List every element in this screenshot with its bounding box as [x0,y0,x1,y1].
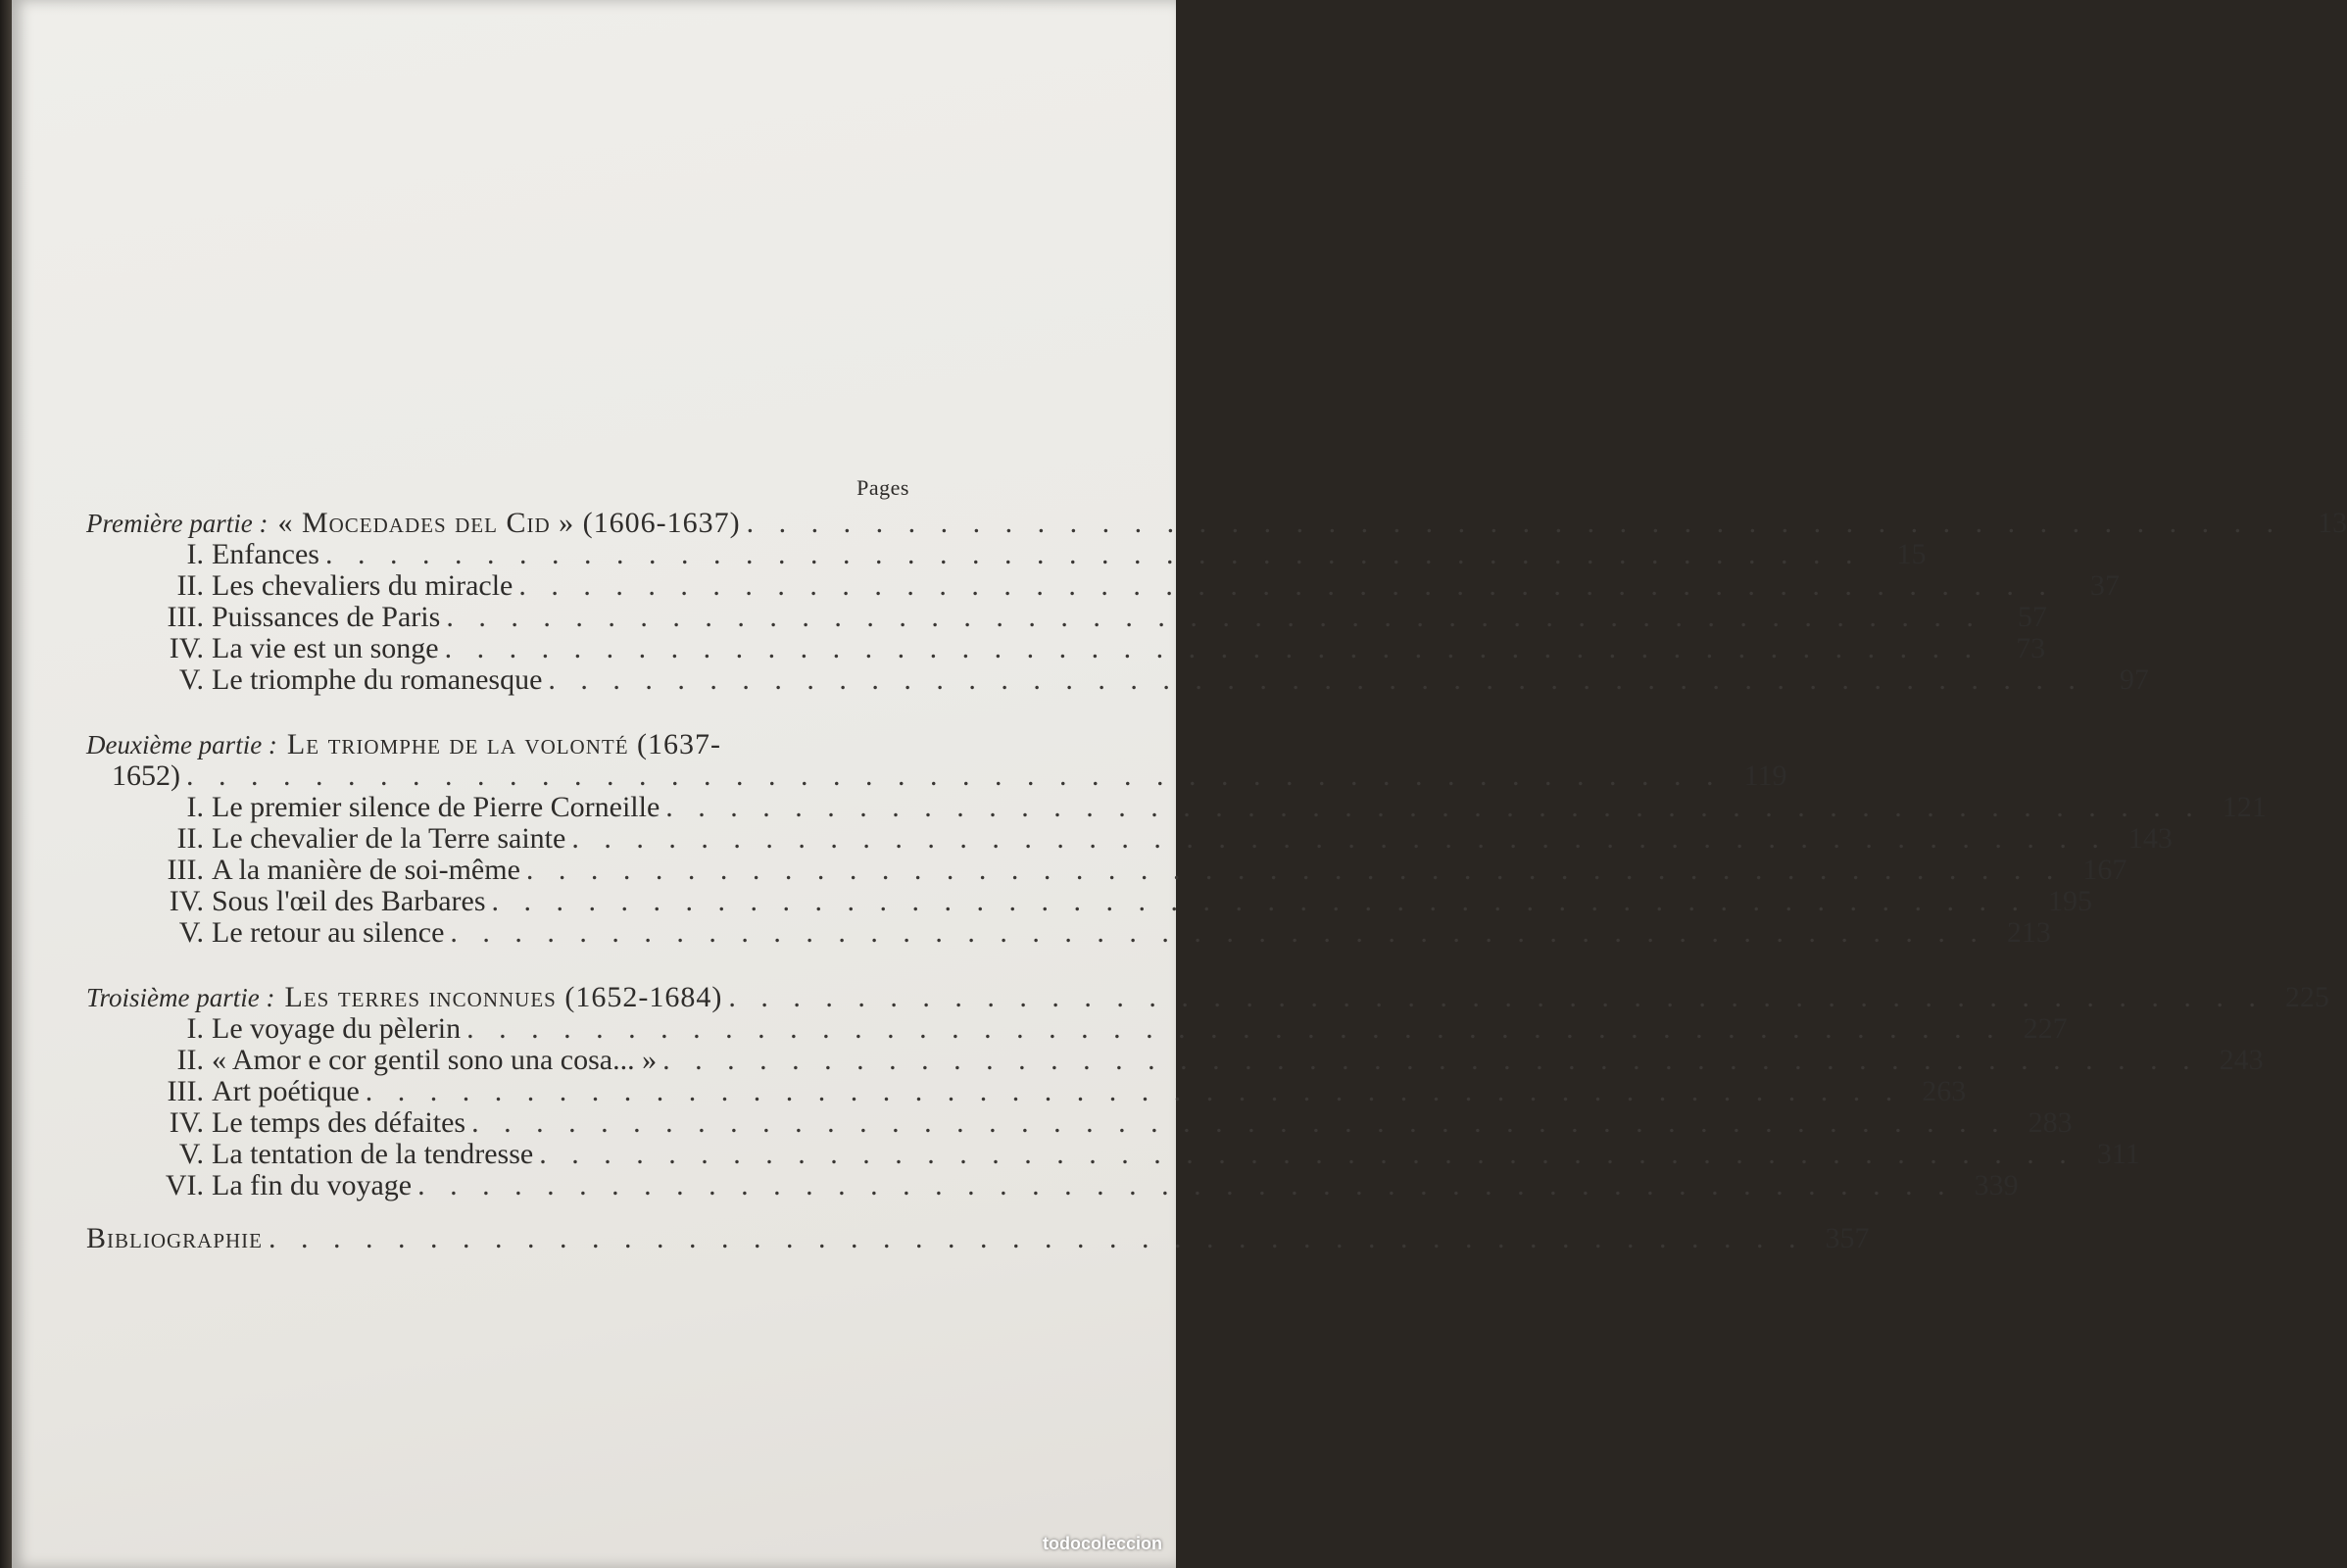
chapter-row [86,854,2127,886]
page-number: 225 [2284,981,2329,1013]
chapter-number: III. [167,854,204,886]
page-number: 263 [1922,1075,1967,1107]
chapter-title: Le triomphe du romanesque [212,663,543,696]
part-title: Les terres inconnues (1652-1684) [284,981,723,1013]
dot-leader: . . . . . . . . . . . . . . . . . . . . . . . . . . . . . . . . . . . . . . . . . . . . . . . . [324,538,1862,570]
chapter-row [86,822,2173,855]
dot-leader: . . . . . . . . . . . . . . . . . . . . . . . . . . . . . . . . . . . . . . . . . . . . . . . . [269,1222,1805,1254]
chapter-title: Le premier silence de Pierre Corneille [212,791,660,823]
dot-leader: . . . . . . . . . . . . . . . . . . . . . . . . . . . . . . . . . . . . . . . . . . . . . . . . [450,916,1986,949]
dot-leader: . . . . . . . . . . . . . . . . . . . . . . . . . . . . . . . . . . . . . . . . . . . . . . . . [466,1012,2003,1045]
dot-leader: . . . . . . . . . . . . . . . . . . . . . . . . . . . . . . . . . . . . . . . . . . . . . . . . [471,1106,2008,1139]
dot-leader: . . . . . . . . . . . . . . . . . . . . . . . . . . . . . . . . . . . . . . . . . . . . . . . . [444,632,1981,664]
bibliography-row [86,1222,1870,1254]
page-number: 37 [2089,569,2120,602]
chapter-number: V. [178,663,204,696]
chapter-title: La fin du voyage [212,1169,413,1201]
page-number: 57 [2017,601,2047,633]
table-of-contents [86,468,2347,1254]
chapter-title: Le retour au silence [212,916,445,949]
chapter-number: I. [186,1012,204,1045]
bibliography-title: Bibliographie [86,1222,263,1254]
dot-leader: . . . . . . . . . . . . . . . . . . . . . . . . . . . . . . . . . . . . . . . . . . . . . . . . [728,981,2265,1013]
chapter-number: IV. [169,632,204,664]
chapter-row [86,569,2120,602]
dot-leader: . . . . . . . . . . . . . . . . . . . . . . . . . . . . . . . . . . . . . . . . . . . . . . . . [548,663,2084,696]
chapter-title: Le chevalier de la Terre sainte [212,822,566,855]
chapter-title: Sous l'œil des Barbares [212,885,486,917]
chapter-title: A la manière de soi-même [212,854,520,886]
dot-leader: . . . . . . . . . . . . . . . . . . . . . . . . . . . . . . . . . . . . . . . . . . . . . . . . [491,885,2029,917]
chapter-number: III. [167,601,204,633]
chapter-number: II. [176,822,204,855]
page-number: 357 [1825,1222,1870,1254]
chapter-number: III. [167,1075,204,1107]
chapter-number: VI. [165,1169,204,1201]
dot-leader: . . . . . . . . . . . . . . . . . . . . . . . . . . . . . . . . . . . . . . . . . . . . . . . . [186,760,1723,792]
chapter-row [86,791,2267,823]
chapter-row [86,1106,2073,1139]
page-number: 119 [1743,760,1787,792]
part-title-continued: 1652) [112,760,180,792]
page-number: 283 [2028,1106,2073,1139]
chapter-row [86,1169,2019,1201]
dot-leader: . . . . . . . . . . . . . . . . . . . . . . . . . . . . . . . . . . . . . . . . . . . . . . . . [665,791,2202,823]
page-number: 195 [2048,885,2093,917]
page-number: 121 [2222,791,2267,823]
dot-leader: . . . . . . . . . . . . . . . . . . . . . . . . . . . . . . . . . . . . . . . . . . . . . . . . [746,507,2283,539]
chapter-title: La tentation de la tendresse [212,1138,534,1170]
site-watermark: todocoleccion [1042,1534,1162,1553]
part-label: Première partie : [86,509,269,538]
page-number: 243 [2219,1044,2264,1076]
chapter-title: Le voyage du pèlerin [212,1012,462,1045]
chapter-number: IV. [169,1106,204,1139]
dot-leader: . . . . . . . . . . . . . . . . . . . . . . . . . . . . . . . . . . . . . . . . . . . . . . . . [539,1138,2076,1170]
chapter-row [86,916,2051,949]
chapter-number: V. [178,1138,204,1170]
chapter-title: Le temps des défaites [212,1106,466,1139]
part-heading [86,507,2347,539]
dot-leader: . . . . . . . . . . . . . . . . . . . . . . . . . . . . . . . . . . . . . . . . . . . . . . . . [417,1169,1954,1201]
part-heading [86,981,2329,1013]
part-label: Troisième partie : [86,983,275,1012]
dot-leader: . . . . . . . . . . . . . . . . . . . . . . . . . . . . . . . . . . . . . . . . . . . . . . . . [525,854,2063,886]
chapter-number: I. [186,791,204,823]
page-number: 167 [2082,854,2127,886]
chapter-number: V. [178,916,204,949]
pages-header: Pages [856,475,909,500]
dot-leader: . . . . . . . . . . . . . . . . . . . . . . . . . . . . . . . . . . . . . . . . . . . . . . . . [518,569,2055,602]
chapter-title: « Amor e cor gentil sono una cosa... » [212,1044,658,1076]
page-number: 13 [2318,507,2347,539]
dot-leader: . . . . . . . . . . . . . . . . . . . . . . . . . . . . . . . . . . . . . . . . . . . . . . . . [662,1044,2199,1076]
chapter-title: Les chevaliers du miracle [212,569,513,602]
chapter-row [86,885,2093,917]
dot-leader: . . . . . . . . . . . . . . . . . . . . . . . . . . . . . . . . . . . . . . . . . . . . . . . . [571,822,2108,855]
chapter-row [86,601,2047,633]
chapter-title: Art poétique [212,1075,360,1107]
chapter-row [86,1012,2068,1045]
chapter-row [86,1075,1967,1107]
page-number: 97 [2119,663,2149,696]
chapter-row [86,632,2046,664]
part-label: Deuxième partie : [86,730,277,760]
page-number: 227 [2023,1012,2068,1045]
part-heading [86,729,909,760]
chapter-row [86,1138,2140,1170]
dot-leader: . . . . . . . . . . . . . . . . . . . . . . . . . . . . . . . . . . . . . . . . . . . . . . . . [446,601,1982,633]
chapter-row [86,1044,2264,1076]
page-number: 15 [1896,538,1927,570]
page-number: 311 [2096,1138,2140,1170]
chapter-number: IV. [169,885,204,917]
chapter-title: Puissances de Paris [212,601,441,633]
page-number: 73 [2016,632,2046,664]
chapter-number: II. [176,1044,204,1076]
chapter-title: La vie est un songe [212,632,439,664]
part-title: Le triomphe de la volonté (1637- [286,728,722,760]
dot-leader: . . . . . . . . . . . . . . . . . . . . . . . . . . . . . . . . . . . . . . . . . . . . . . . . [365,1075,1902,1107]
part-heading-continued [86,760,1787,792]
page-number: 213 [2006,916,2051,949]
chapter-number: I. [186,538,204,570]
chapter-number: II. [176,569,204,602]
part-title: « Mocedades del Cid » (1606-1637) [277,507,741,539]
chapter-row [86,538,1927,570]
page-number: 143 [2127,822,2173,855]
chapter-title: Enfances [212,538,319,570]
chapter-row [86,663,2149,696]
page-number: 339 [1974,1169,2019,1201]
